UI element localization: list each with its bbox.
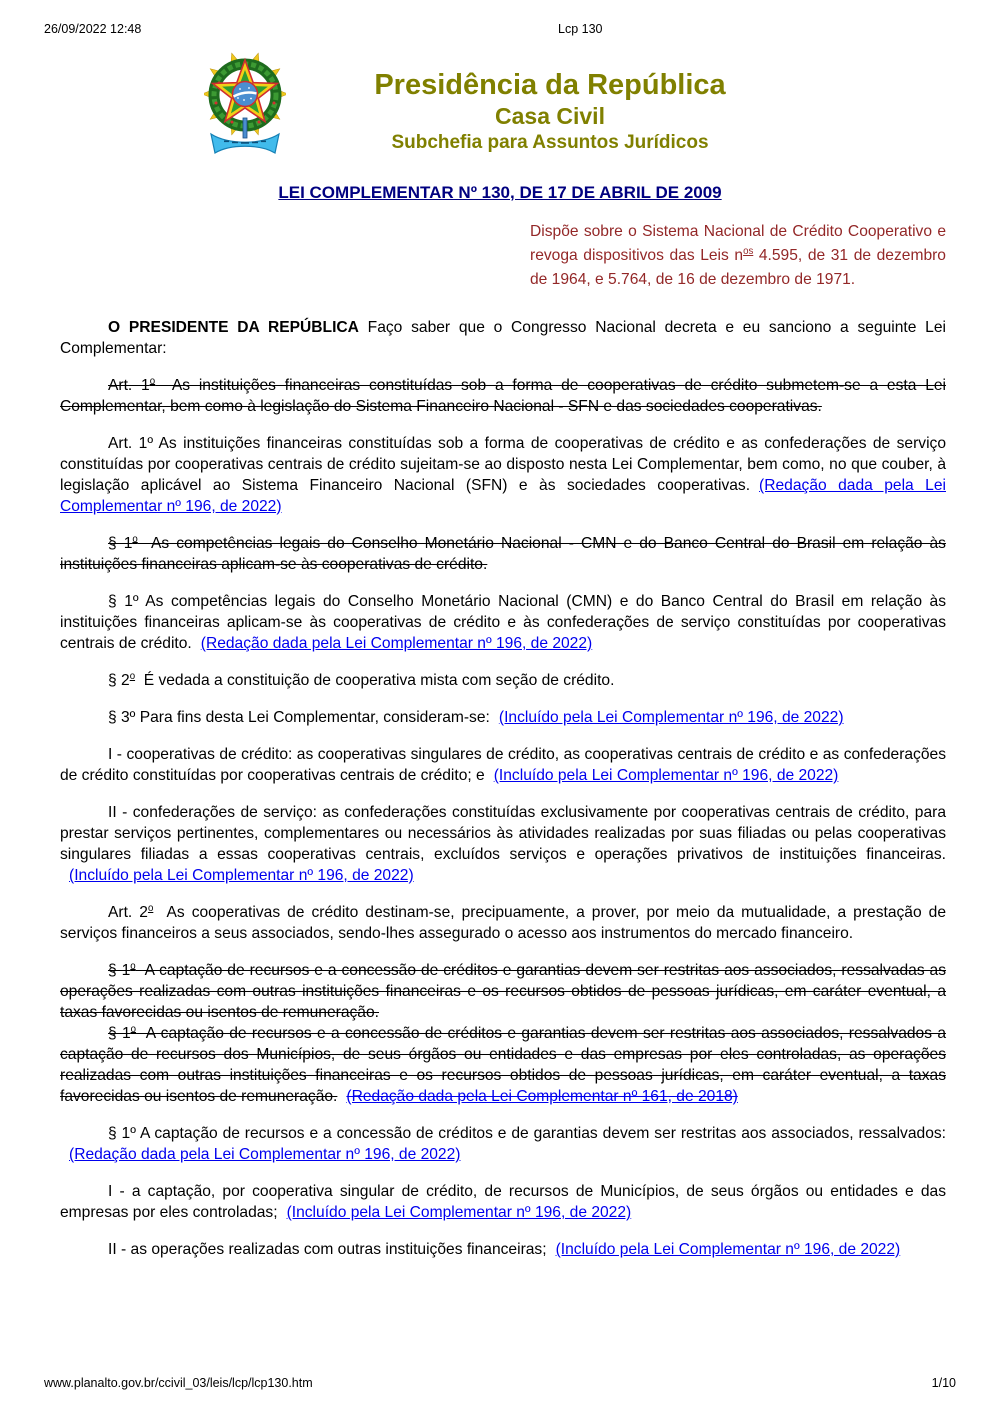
institution-name: Presidência da República — [374, 69, 726, 101]
ordinal-superscript: os — [743, 245, 754, 257]
paragraph — [60, 744, 946, 786]
preamble-bold: O PRESIDENTE DA REPÚBLICA — [108, 319, 359, 336]
paragraph-preamble — [60, 317, 946, 359]
paragraph — [60, 902, 946, 944]
paragraph — [60, 1239, 946, 1260]
text-segment: Art. 1 — [108, 377, 150, 394]
amendment-link[interactable]: (Redação dada pela Lei Complementar nº 196, de 2022) — [60, 477, 946, 515]
ordinal-superscript: o — [132, 533, 138, 545]
print-header — [44, 21, 956, 37]
text-segment: II - confederações de serviço: as confederações constituídas exclusivamente por cooperativas centrais de crédito, para prestar serviços pertinentes, complementares ou necessários às atividades realizadas por suas filiadas ou pelas cooperativas singulares filiadas a essas cooperativas centrais, excluídos serviços e operações privativos de instituições financeiras. — [60, 804, 946, 863]
amendment-link[interactable]: (Incluído pela Lei Complementar nº 196, de 2022) — [498, 709, 844, 726]
text-segment: I - a captação, por cooperativa singular de crédito, de recursos de Municípios, de seus órgãos ou entidades e das empresas por eles controladas; — [60, 1183, 946, 1221]
text-segment: Dispõe sobre o Sistema Nacional de Crédito Cooperativo e revoga dispositivos das Leis n — [530, 223, 946, 264]
text-segment: Art. 2 — [108, 904, 148, 921]
text-segment: Art. 1º As instituições financeiras constituídas sob a forma de cooperativas de crédito e as confederações de serviço constituídas por cooperativas centrais de crédito sujeitam-se ao disposto nesta Lei Complementar, bem como, no que couber, à legislação aplicável ao Sistema Financeiro Nacional (SFN) e às sociedades cooperativas. — [60, 435, 946, 494]
amendment-link[interactable]: (Incluído pela Lei Complementar nº 196, de 2022) — [69, 867, 414, 884]
paragraph — [60, 1181, 946, 1223]
paragraph — [60, 707, 946, 728]
amendment-link[interactable]: (Redação dada pela Lei Complementar nº 196, de 2022) — [200, 635, 593, 652]
ordinal-superscript: o — [129, 670, 136, 682]
paragraph-revoked — [60, 375, 946, 417]
text-segment: É vedada a constituição de cooperativa mista com seção de crédito. — [135, 672, 615, 689]
text-segment: I - cooperativas de crédito: as cooperativas singulares de crédito, as cooperativas centrais de crédito e as confederações de crédito constituídas por cooperativas centrais de crédito; e — [60, 746, 946, 784]
text-segment: A captação de recursos e a concessão de créditos e garantias devem ser restritas aos associados, ressalvadas as operações realizadas com outras instituições financeiras e os recursos obtidos de pessoas jurídicas, em caráter eventual, a taxas favorecidas ou isentos de remuneração. — [60, 962, 947, 1021]
institution-subdepartment: Subchefia para Assuntos Jurídicos — [391, 132, 709, 153]
print-datetime: 26/09/2022 12:48 — [44, 22, 142, 36]
institution-titles — [100, 68, 1000, 156]
paragraph — [60, 433, 946, 517]
text-segment: § 1 — [108, 535, 133, 552]
law-title: LEI COMPLEMENTAR Nº 130, DE 17 DE ABRIL DE 2009 — [278, 183, 722, 202]
text-segment: § 1 — [108, 1025, 131, 1042]
amendment-link[interactable]: (Redação dada pela Lei Complementar nº 196, de 2022) — [69, 1146, 461, 1163]
ordinal-superscript: o — [147, 902, 154, 914]
print-footer — [44, 1375, 956, 1391]
paragraph — [60, 802, 946, 886]
ordinal-superscript: o — [130, 1023, 137, 1035]
ordinal-superscript: o — [149, 375, 156, 387]
government-header — [0, 48, 1000, 166]
paragraph — [60, 591, 946, 654]
text-segment: II - as operações realizadas com outras instituições financeiras; — [108, 1241, 547, 1258]
amendment-link[interactable]: (Incluído pela Lei Complementar nº 196, de 2022) — [493, 767, 839, 784]
text-segment: Faço saber que o Congresso Nacional decreta e eu sanciono a seguinte Lei Complementar: — [60, 319, 946, 357]
paragraph-revoked — [60, 960, 946, 1023]
paragraph — [60, 670, 946, 691]
ordinal-superscript: o — [130, 960, 136, 972]
amendment-link[interactable]: (Incluído pela Lei Complementar nº 196, de 2022) — [286, 1204, 632, 1221]
law-body — [60, 317, 946, 1276]
document-reference: Lcp 130 — [558, 22, 603, 36]
text-segment: § 1º As competências legais do Conselho Monetário Nacional (CMN) e do Banco Central do Brasil em relação às instituições financeiras aplicam-se às cooperativas de crédito e às confederações de serviço constituídas por cooperativas centrais de crédito. — [60, 593, 946, 652]
text-segment: § 1 — [108, 962, 131, 979]
paragraph — [60, 1123, 946, 1165]
source-url: www.planalto.gov.br/ccivil_03/leis/lcp/lcp130.htm — [44, 1376, 313, 1390]
paragraph-revoked — [60, 533, 946, 575]
text-segment: § 1º A captação de recursos e a concessão de créditos e de garantias devem ser restritas aos associados, ressalvados: — [108, 1125, 946, 1142]
text-segment: 4.595, de 31 de dezembro de 1964, e 5.764, de 16 de dezembro de 1971. — [530, 247, 946, 288]
text-segment: § 3º Para fins desta Lei Complementar, consideram-se: — [108, 709, 490, 726]
law-purpose-summary — [530, 220, 946, 292]
text-segment: As competências legais do Conselho Monetário Nacional - CMN e do Banco Central do Brasil em relação às instituições financeiras aplicam-se às cooperativas de crédito. — [60, 535, 946, 573]
page-number: 1/10 — [931, 1376, 956, 1390]
amendment-link[interactable]: (Incluído pela Lei Complementar nº 196, de 2022) — [555, 1241, 901, 1258]
amendment-link[interactable]: (Redação dada pela Lei Complementar nº 161, de 2018) — [346, 1088, 738, 1105]
paragraph-revoked — [60, 1023, 946, 1107]
text-segment: As cooperativas de crédito destinam-se, precipuamente, a prover, por meio da mutualidade, a prestação de serviços financeiros a seus associados, sendo-lhes assegurado o acesso aos instrumentos do mercado financeiro. — [60, 904, 947, 942]
text-segment: As instituições financeiras constituídas sob a forma de cooperativas de crédito submetem-se a esta Lei Complementar, bem como à legislação do Sistema Financeiro Nacional - SFN e das sociedades cooperativas. — [60, 377, 947, 415]
institution-department: Casa Civil — [495, 103, 605, 129]
text-segment: § 2 — [108, 672, 130, 689]
text-segment: A captação de recursos e a concessão de créditos e garantias devem ser restritas aos associados, ressalvados a captação de recursos dos Municípios, de seus órgãos ou entidades e das empresas por eles controladas, as operações realizadas com outras instituições financeiras e os recursos obtidos de pessoas jurídicas, em caráter eventual, a taxas favorecidas ou isentos de remuneração. — [60, 1025, 946, 1105]
